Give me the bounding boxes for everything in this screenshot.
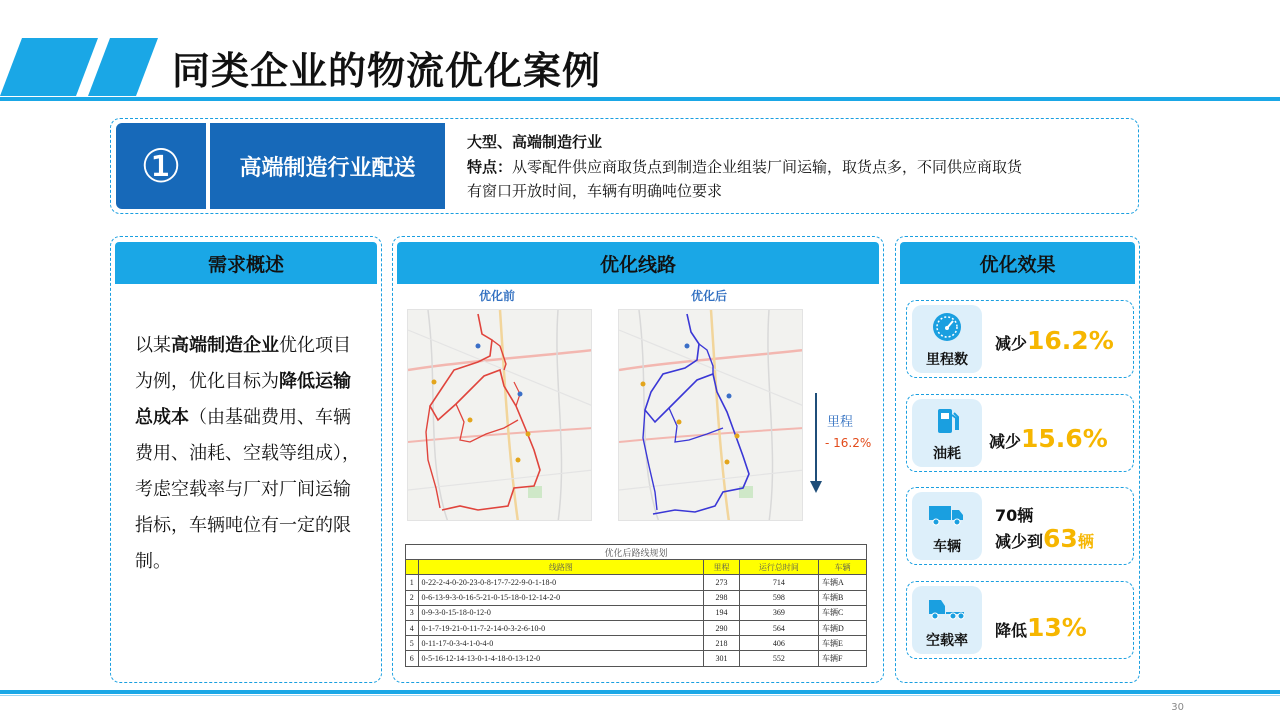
row-index: 1: [406, 575, 419, 590]
table-header: 运行总时间: [739, 560, 818, 575]
header-decoration: [0, 38, 170, 96]
demand-text-bold-2: 降低运输总成本: [135, 371, 351, 428]
fuel-pump-icon: [931, 405, 963, 437]
effect-icon-box: [912, 586, 982, 654]
case-number: ①: [116, 123, 206, 209]
demand-text-3: （由基础费用、车辆费用、油耗、空载等组成），考虑空载率与厂对厂间运输指标，车辆吨位有一定的限制。: [135, 407, 360, 572]
row-distance: 273: [704, 575, 739, 590]
effect-value: [995, 326, 1114, 355]
effect-panel: [895, 236, 1140, 683]
row-time: 552: [739, 651, 818, 666]
down-arrow-icon: [809, 393, 823, 495]
effect-card-vehicles: [906, 487, 1134, 565]
row-time: 369: [739, 605, 818, 620]
page-number: 30: [1171, 702, 1184, 713]
effect-value: [989, 424, 1108, 453]
effect-value: [995, 613, 1087, 642]
effect-vehicles-before: 70辆: [995, 506, 1034, 525]
effect-name: 油耗: [933, 446, 961, 462]
table-header: 里程: [704, 560, 739, 575]
effect-card-mileage: [906, 300, 1134, 378]
row-vehicle: 车辆A: [819, 575, 867, 590]
row-vehicle: 车辆E: [819, 636, 867, 651]
table-row: [406, 651, 867, 666]
table-row: [406, 620, 867, 635]
empty-truck-icon: [927, 592, 967, 624]
route-panel: [392, 236, 884, 683]
effect-icon-box: [912, 305, 982, 373]
feature-label: 特点：: [467, 158, 513, 176]
route-plan-table: [405, 544, 867, 667]
row-distance: 290: [704, 620, 739, 635]
effect-suffix: 辆: [1077, 532, 1094, 551]
route-panel-title: 优化线路: [397, 242, 879, 284]
effect-number: 13%: [1027, 613, 1087, 642]
effect-prefix: 减少: [995, 334, 1028, 353]
arrow-value: - 16.2%: [825, 436, 872, 450]
row-route: 0-5-16-12-14-13-0-1-4-18-0-13-12-0: [418, 651, 704, 666]
truck-icon: [927, 498, 967, 530]
table-header: 线路图: [418, 560, 704, 575]
row-vehicle: 车辆C: [819, 605, 867, 620]
table-header: [406, 560, 419, 575]
row-route: 0-1-7-19-21-0-11-7-2-14-0-3-2-6-10-0: [418, 620, 704, 635]
effect-name: 车辆: [933, 539, 961, 555]
demand-description: [135, 328, 365, 580]
demand-text-bold-1: 高端制造企业: [171, 335, 279, 356]
row-vehicle: 车辆D: [819, 620, 867, 635]
effect-card-fuel: [906, 394, 1134, 472]
row-distance: 194: [704, 605, 739, 620]
table-row: [406, 605, 867, 620]
row-index: 6: [406, 651, 419, 666]
row-distance: 301: [704, 651, 739, 666]
before-route-map: [407, 309, 592, 521]
row-vehicle: 车辆B: [819, 590, 867, 605]
row-index: 2: [406, 590, 419, 605]
speedometer-icon: [931, 311, 963, 343]
effect-prefix: 减少: [989, 432, 1022, 451]
effect-prefix: 减少到: [995, 532, 1044, 551]
row-route: 0-11-17-0-3-4-1-0-4-0: [418, 636, 704, 651]
case-feature-line-2: 有窗口开放时间，车辆有明确吨位要求: [467, 182, 723, 200]
effect-name: 里程数: [926, 352, 968, 368]
row-index: 4: [406, 620, 419, 635]
row-route: 0-9-3-0-15-18-0-12-0: [418, 605, 704, 620]
feature-text: 从零配件供应商取货点到制造企业组装厂间运输，取货点多，不同供应商取货: [512, 158, 1023, 176]
row-time: 564: [739, 620, 818, 635]
table-row: [406, 590, 867, 605]
demand-text-2: 优化项目为例，优化目标为: [135, 335, 351, 392]
demand-text-1: 以某: [135, 335, 171, 356]
demand-panel: [110, 236, 382, 683]
footer-divider: [0, 690, 1280, 694]
row-time: 598: [739, 590, 818, 605]
table-row: [406, 575, 867, 590]
table-caption: 优化后路线规划: [406, 545, 867, 560]
demand-panel-title: 需求概述: [115, 242, 377, 284]
case-summary-box: [110, 118, 1139, 214]
table-header: 车辆: [819, 560, 867, 575]
row-index: 3: [406, 605, 419, 620]
effect-panel-title: 优化效果: [900, 242, 1135, 284]
footer-divider-thin: [0, 695, 1280, 696]
row-time: 406: [739, 636, 818, 651]
header-divider: [0, 97, 1280, 101]
arrow-label: 里程: [827, 415, 854, 430]
table-row: [406, 636, 867, 651]
effect-number: 15.6%: [1021, 424, 1108, 453]
row-index: 5: [406, 636, 419, 651]
before-map-label: 优化前: [479, 289, 516, 303]
case-category: 高端制造行业配送: [210, 123, 445, 209]
row-route: 0-6-13-9-3-0-16-5-21-0-15-18-0-12-14-2-0: [418, 590, 704, 605]
row-distance: 218: [704, 636, 739, 651]
row-time: 714: [739, 575, 818, 590]
effect-number: 16.2%: [1027, 326, 1114, 355]
effect-value: [995, 524, 1094, 553]
case-feature-line-1: [467, 156, 1022, 177]
case-industry: 大型、高端制造行业: [467, 133, 603, 151]
row-vehicle: 车辆F: [819, 651, 867, 666]
row-route: 0-22-2-4-0-20-23-0-8-17-7-22-9-0-1-18-0: [418, 575, 704, 590]
effect-number: 63: [1043, 524, 1078, 553]
row-distance: 298: [704, 590, 739, 605]
effect-card-empty-rate: [906, 581, 1134, 659]
effect-icon-box: [912, 492, 982, 560]
effect-name: 空载率: [926, 633, 968, 649]
after-route-map: [618, 309, 803, 521]
after-map-label: 优化后: [691, 289, 728, 303]
effect-prefix: 降低: [995, 621, 1028, 640]
page-title: 同类企业的物流优化案例: [172, 49, 602, 93]
effect-icon-box: [912, 399, 982, 467]
